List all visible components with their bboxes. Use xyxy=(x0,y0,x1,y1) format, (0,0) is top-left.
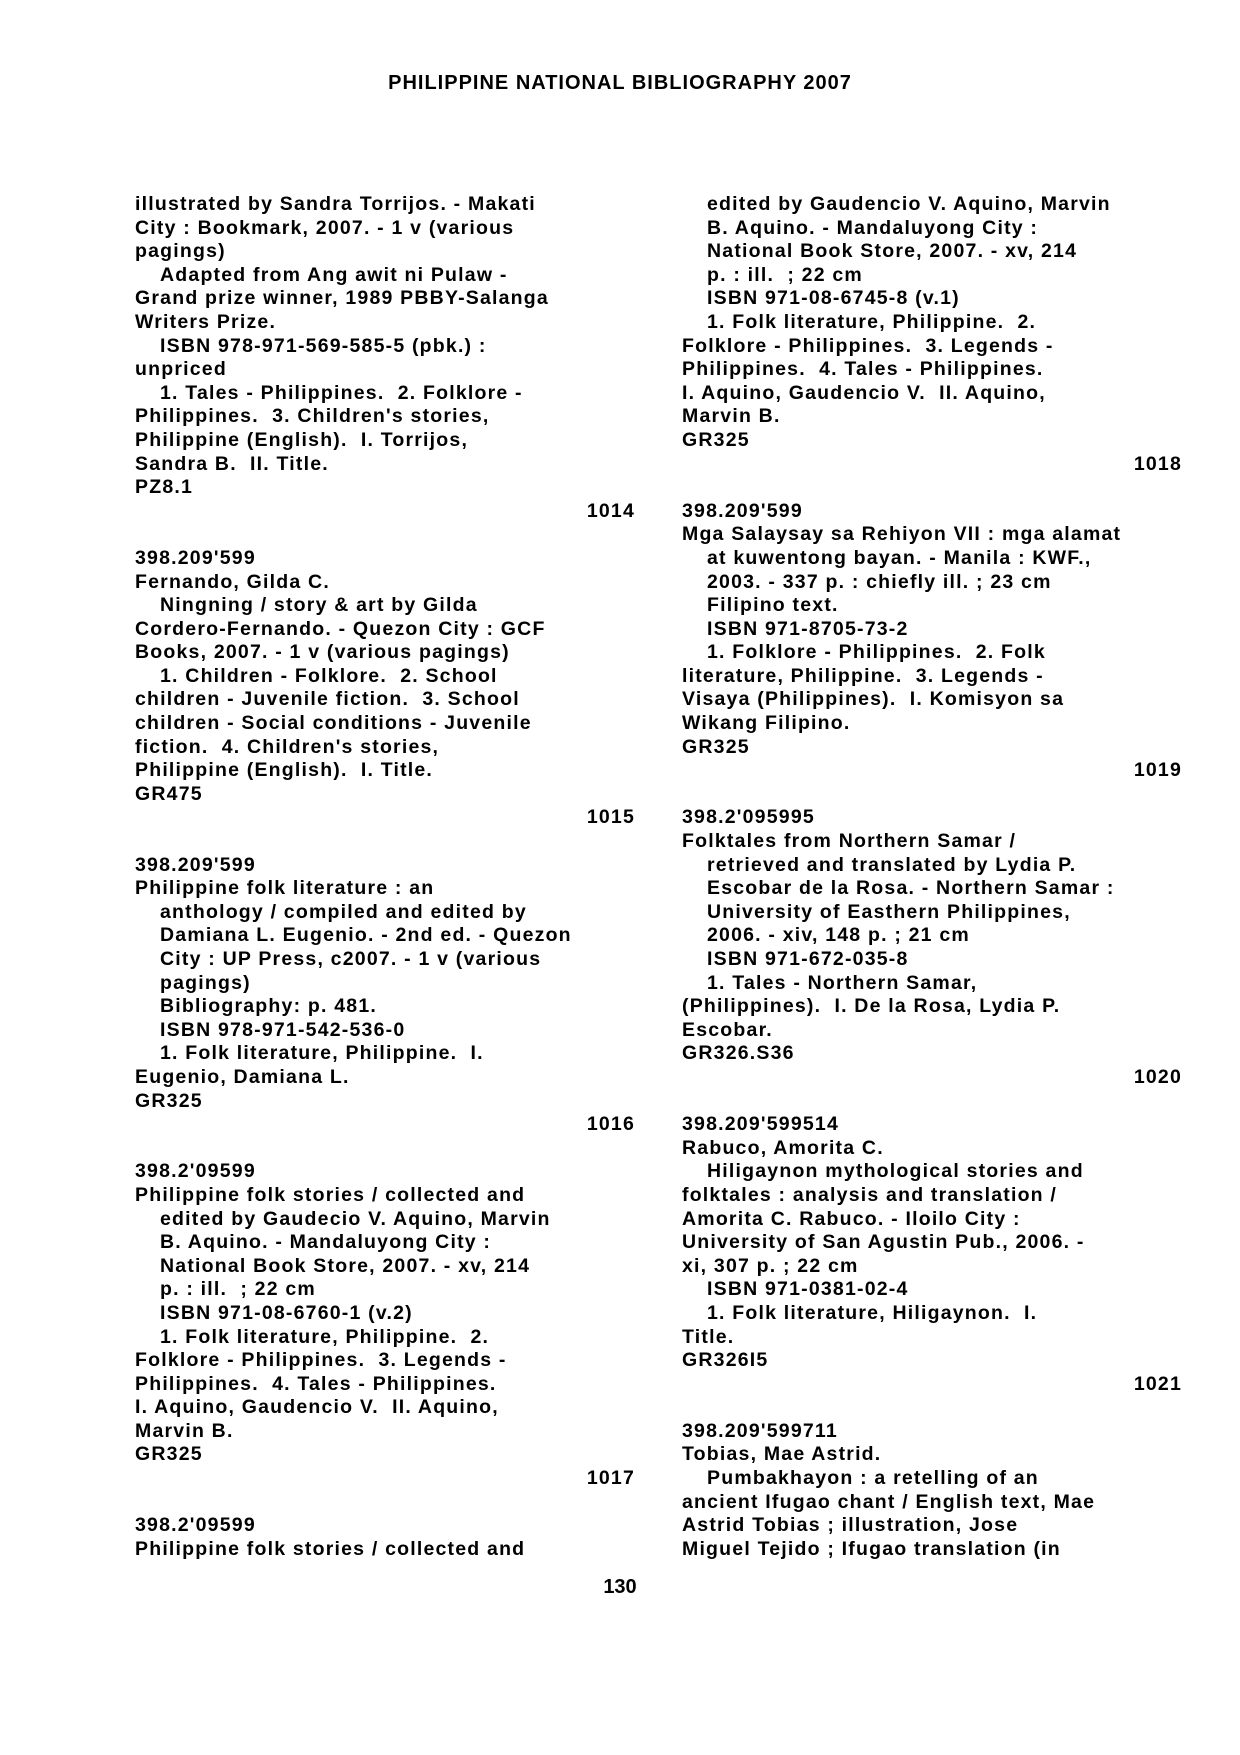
text-line: illustrated by Sandra Torrijos. - Makati xyxy=(135,193,536,215)
text-line: GR325 xyxy=(682,428,750,451)
text-line: Folklore - Philippines. 3. Legends - xyxy=(135,1349,507,1372)
text-line: University of San Agustin Pub., 2006. - xyxy=(682,1231,1085,1254)
text-line: ancient Ifugao chant / English text, Mae xyxy=(682,1490,1096,1513)
blank-line xyxy=(135,1137,635,1161)
text-line: PZ8.1 xyxy=(135,476,194,499)
text-line: edited by Gaudencio V. Aquino, Marvin xyxy=(707,193,1111,215)
text-line: fiction. 4. Children's stories, xyxy=(135,735,440,758)
text-line: Tobias, Mae Astrid. xyxy=(682,1443,882,1466)
text-line: University of Easthern Philippines, xyxy=(707,900,1071,923)
text-line: anthology / compiled and edited by xyxy=(160,900,527,923)
text-line: Bibliography: p. 481. xyxy=(160,995,377,1018)
text-line: Books, 2007. - 1 v (various pagings) xyxy=(135,641,510,664)
text-line: Philippine folk stories / collected and xyxy=(135,1537,526,1560)
text-line: (Philippines). I. De la Rosa, Lydia P. xyxy=(682,995,1061,1018)
text-line: Adapted from Ang awit ni Pulaw - xyxy=(160,263,508,286)
text-line: B. Aquino. - Mandaluyong City : xyxy=(707,216,1039,239)
text-line: 1. Folk literature, Philippine. 2. xyxy=(707,310,1037,333)
text-line: Philippine folk stories / collected and xyxy=(135,1183,526,1206)
text-line: B. Aquino. - Mandaluyong City : xyxy=(160,1231,492,1254)
entry-number: 1019 xyxy=(1133,759,1182,782)
text-line: ISBN 971-0381-02-4 xyxy=(707,1278,909,1301)
entry-number: 1016 xyxy=(586,1113,635,1136)
entry-number: 1015 xyxy=(586,806,635,829)
text-line: 1. Children - Folklore. 2. School xyxy=(160,664,498,687)
text-line: Amorita C. Rabuco. - Iloilo City : xyxy=(682,1207,1021,1230)
text-line: 1. Folk literature, Philippine. 2. xyxy=(160,1325,490,1348)
text-line: Folktales from Northern Samar / xyxy=(682,830,1017,853)
text-line: ISBN 971-08-6760-1 (v.2) xyxy=(160,1301,413,1324)
text-line: 1. Tales - Northern Samar, xyxy=(707,971,978,994)
text-line: GR325 xyxy=(135,1443,203,1466)
text-line: p. : ill. ; 22 cm xyxy=(160,1278,316,1301)
text-line: children - Social conditions - Juvenile xyxy=(135,712,532,735)
text-line: pagings) xyxy=(135,240,226,263)
text-line: 398.209'599 xyxy=(682,499,803,522)
text-line: Sandra B. II. Title. xyxy=(135,452,329,475)
text-line: GR325 xyxy=(682,735,750,758)
text-line: Miguel Tejido ; Ifugao translation (in xyxy=(682,1537,1061,1560)
blank-line xyxy=(682,1396,1182,1420)
page-number: 130 xyxy=(603,1576,637,1598)
text-line: ISBN 971-8705-73-2 xyxy=(707,617,909,640)
blank-line xyxy=(135,1491,635,1515)
text-line: at kuwentong bayan. - Manila : KWF., xyxy=(707,546,1092,569)
text-line: children - Juvenile fiction. 3. School xyxy=(135,688,520,711)
text-line: Escobar de la Rosa. - Northern Samar : xyxy=(707,877,1115,900)
text-line: National Book Store, 2007. - xv, 214 xyxy=(160,1254,531,1277)
text-line: City : Bookmark, 2007. - 1 v (various xyxy=(135,216,515,239)
text-line: xi, 307 p. ; 22 cm xyxy=(682,1254,859,1277)
blank-line xyxy=(682,1090,1182,1114)
text-line: ISBN 978-971-569-585-5 (pbk.) : xyxy=(160,334,487,357)
entry-number: 1020 xyxy=(1133,1065,1182,1088)
text-line: unpriced xyxy=(135,358,227,381)
text-line: Philippine (English). I. Title. xyxy=(135,759,434,782)
text-line: folktales : analysis and translation / xyxy=(682,1183,1058,1206)
text-line: City : UP Press, c2007. - 1 v (various xyxy=(160,948,542,970)
entry-number: 1018 xyxy=(1133,452,1182,475)
text-line: 2006. - xiv, 148 p. ; 21 cm xyxy=(707,924,970,947)
text-line: Ningning / story & art by Gilda xyxy=(160,594,478,617)
text-line: Marvin B. xyxy=(682,405,781,428)
text-line: edited by Gaudecio V. Aquino, Marvin xyxy=(160,1207,551,1230)
text-line: Wikang Filipino. xyxy=(682,712,851,735)
text-line: 1. Folklore - Philippines. 2. Folk xyxy=(707,641,1046,664)
text-line: 1. Folk literature, Hiligaynon. I. xyxy=(707,1301,1038,1324)
text-line: 1. Folk literature, Philippine. I. xyxy=(160,1042,484,1065)
text-line: Marvin B. xyxy=(135,1419,234,1442)
text-line: Philippines. 4. Tales - Philippines. xyxy=(682,358,1044,381)
text-line: Writers Prize. xyxy=(135,310,277,333)
text-line: Hiligaynon mythological stories and xyxy=(707,1160,1084,1183)
entry-number: 1014 xyxy=(586,499,635,522)
text-line: 398.2'09599 xyxy=(135,1514,256,1537)
text-line: literature, Philippine. 3. Legends - xyxy=(682,664,1044,687)
text-line: 1. Tales - Philippines. 2. Folklore - xyxy=(160,381,523,404)
right-column xyxy=(682,193,1182,1561)
text-line: Folklore - Philippines. 3. Legends - xyxy=(682,334,1054,357)
text-line: pagings) xyxy=(160,971,251,994)
text-line: National Book Store, 2007. - xv, 214 xyxy=(707,240,1078,263)
text-line: Philippine (English). I. Torrijos, xyxy=(135,428,469,451)
entry-number: 1017 xyxy=(586,1467,635,1490)
text-line: Grand prize winner, 1989 PBBY-Salanga xyxy=(135,287,549,310)
entry-number: 1021 xyxy=(1133,1372,1182,1395)
text-line: GR326I5 xyxy=(682,1349,769,1372)
text-line: Philippines. 3. Children's stories, xyxy=(135,405,490,428)
text-line: 398.209'599 xyxy=(135,546,256,569)
left-column xyxy=(135,193,635,1561)
text-line: Pumbakhayon : a retelling of an xyxy=(707,1467,1039,1490)
text-line: Fernando, Gilda C. xyxy=(135,570,330,593)
text-line: Mga Salaysay sa Rehiyon VII : mga alamat xyxy=(682,523,1122,546)
text-line: p. : ill. ; 22 cm xyxy=(707,263,863,286)
text-line: ISBN 971-672-035-8 xyxy=(707,948,909,970)
text-line: GR325 xyxy=(135,1089,203,1112)
blank-line xyxy=(135,830,635,854)
text-line: Astrid Tobias ; illustration, Jose xyxy=(682,1514,1019,1537)
text-line: 398.2'095995 xyxy=(682,806,815,829)
text-line: ISBN 978-971-542-536-0 xyxy=(160,1018,406,1041)
text-line: retrieved and translated by Lydia P. xyxy=(707,853,1077,876)
text-line: Escobar. xyxy=(682,1018,773,1041)
text-line: ISBN 971-08-6745-8 (v.1) xyxy=(707,287,960,310)
page-header: PHILIPPINE NATIONAL BIBLIOGRAPHY 2007 xyxy=(388,72,852,94)
text-line: Filipino text. xyxy=(707,594,839,617)
text-line: Damiana L. Eugenio. - 2nd ed. - Quezon xyxy=(160,924,572,947)
text-line: 2003. - 337 p. : chiefly ill. ; 23 cm xyxy=(707,570,1052,593)
text-line: Cordero-Fernando. - Quezon City : GCF xyxy=(135,617,546,640)
text-line: GR326.S36 xyxy=(682,1042,795,1065)
text-line: Rabuco, Amorita C. xyxy=(682,1136,884,1159)
text-line: 398.209'599 xyxy=(135,853,256,876)
blank-line xyxy=(682,783,1182,807)
text-line: 398.209'599711 xyxy=(682,1419,838,1442)
text-line: Eugenio, Damiana L. xyxy=(135,1065,350,1088)
text-line: 398.2'09599 xyxy=(135,1160,256,1183)
text-line: 398.209'599514 xyxy=(682,1113,839,1136)
text-line: GR475 xyxy=(135,782,203,805)
text-line: Philippine folk literature : an xyxy=(135,877,435,900)
text-line: Visaya (Philippines). I. Komisyon sa xyxy=(682,688,1065,711)
blank-line xyxy=(682,476,1182,500)
blank-line xyxy=(135,523,635,547)
text-line: I. Aquino, Gaudencio V. II. Aquino, xyxy=(682,381,1046,404)
text-line: Title. xyxy=(682,1325,735,1348)
text-line: I. Aquino, Gaudencio V. II. Aquino, xyxy=(135,1396,499,1419)
text-line: Philippines. 4. Tales - Philippines. xyxy=(135,1372,497,1395)
